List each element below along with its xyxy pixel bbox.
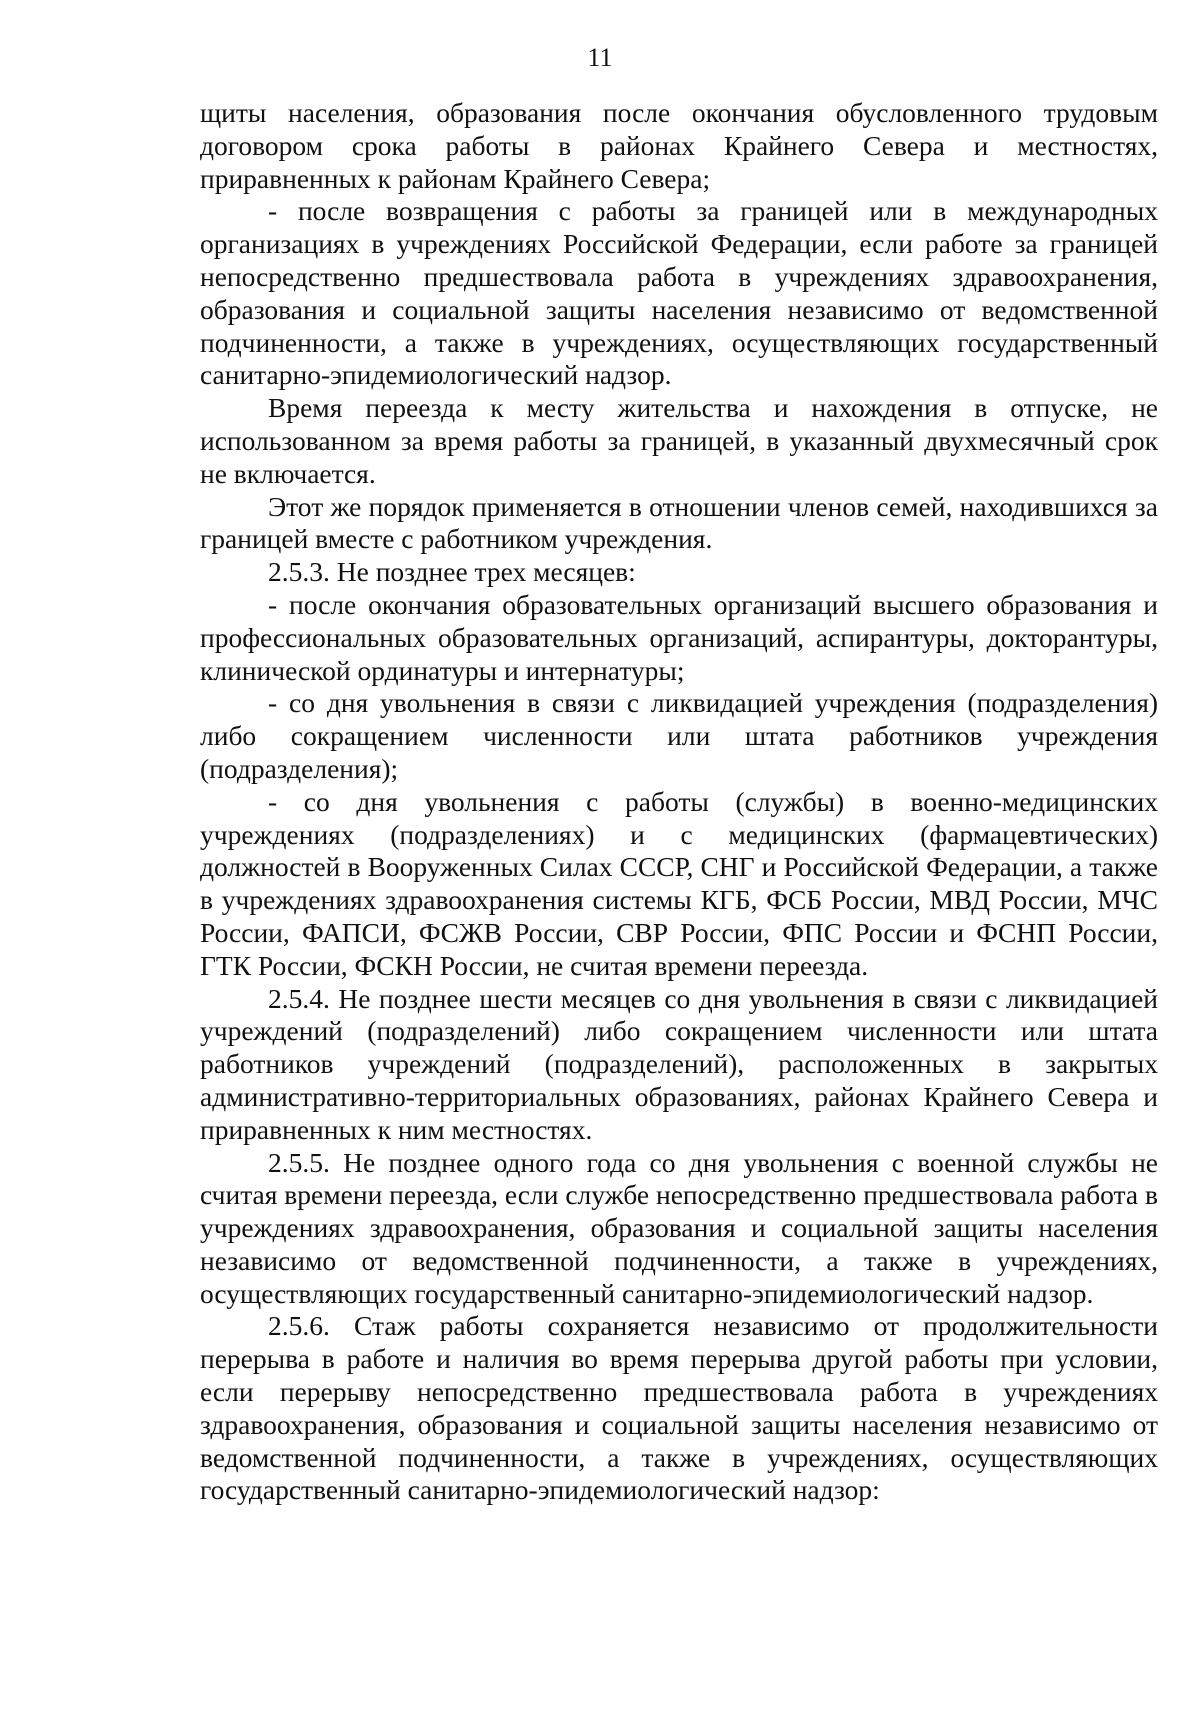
section-heading-2-5-3: 2.5.3. Не позднее трех месяцев: <box>268 556 636 588</box>
paragraph-travel-time: Время переезда к месту жительства и нахождения в отпуске, не использованном за время работы за границей, в указанный двухмесячный срок не включается. <box>200 392 1158 489</box>
document-body <box>200 97 1158 1507</box>
paragraph-continuation: щиты населения, образования после окончания обусловленного трудовым договором срока работы в районах Крайнего Севера и местностях, приравненных к районам Крайнего Севера; <box>200 97 1158 194</box>
section-2-5-4: 2.5.4. Не позднее шести месяцев со дня увольнения в связи с ликвидацией учреждений (подразделений) либо сокращением численности или штата работников учреждений (подразделений), расположенных в закрытых административно-территориальных образованиях, районах Крайнего Севера и приравненных к ним местностях. <box>200 982 1158 1145</box>
section-2-5-6: 2.5.6. Стаж работы сохраняется независимо от продолжительности перерыва в работе и наличия во время перерыва другой работы при условии, если перерыву непосредственно предшествовала работа в учреждениях здравоохранения, образования и социальной защиты населения независимо от ведомственной подчиненности, а также в учреждениях, осуществляющих государственный санитарно-эпидемиологический надзор: <box>200 1310 1158 1506</box>
list-item-liquidation: - со дня увольнения в связи с ликвидацией учреждения (подразделения) либо сокращением численности или штата работников учреждения (подразделения); <box>200 687 1158 784</box>
list-item-military-medical: - со дня увольнения с работы (службы) в военно-медицинских учреждениях (подразделениях) и с медицинских (фармацевтических) должностей в Вооруженных Силах СССР, СНГ и Российской Федерации, а также в учреждениях здравоохранения системы КГБ, ФСБ России, МВД России, МЧС России, ФАПСИ, ФСЖВ России, СВР России, ФПС России и ФСНП России, ГТК России, ФСКН России, не считая времени переезда. <box>200 785 1158 981</box>
section-2-5-5: 2.5.5. Не позднее одного года со дня увольнения с военной службы не считая времени переезда, если службе непосредственно предшествовала работа в учреждениях здравоохранения, образования и социальной защиты населения независимо от ведомственной подчиненности, а также в учреждениях, осуществляющих государственный санитарно-эпидемиологический надзор. <box>200 1146 1158 1309</box>
list-item-graduation: - после окончания образовательных организаций высшего образования и профессиональных образовательных организаций, аспирантуры, докторантуры, клинической ординатуры и интернатуры; <box>200 588 1158 686</box>
paragraph-family-members: Этот же порядок применяется в отношении членов семей, находившихся за границей вместе с работником учреждения. <box>200 490 1158 555</box>
list-item-return-from-abroad: - после возвращения с работы за границей или в международных организациях в учреждениях Российской Федерации, если работе за границей непосредственно предшествовала работа в учреждениях здравоохранения, образования и социальной защиты населения независимо от ведомственной подчиненности, а также в учреждениях, осуществляющих государственный санитарно-эпидемиологический надзор. <box>200 195 1158 391</box>
page-number: 11 <box>587 43 613 72</box>
